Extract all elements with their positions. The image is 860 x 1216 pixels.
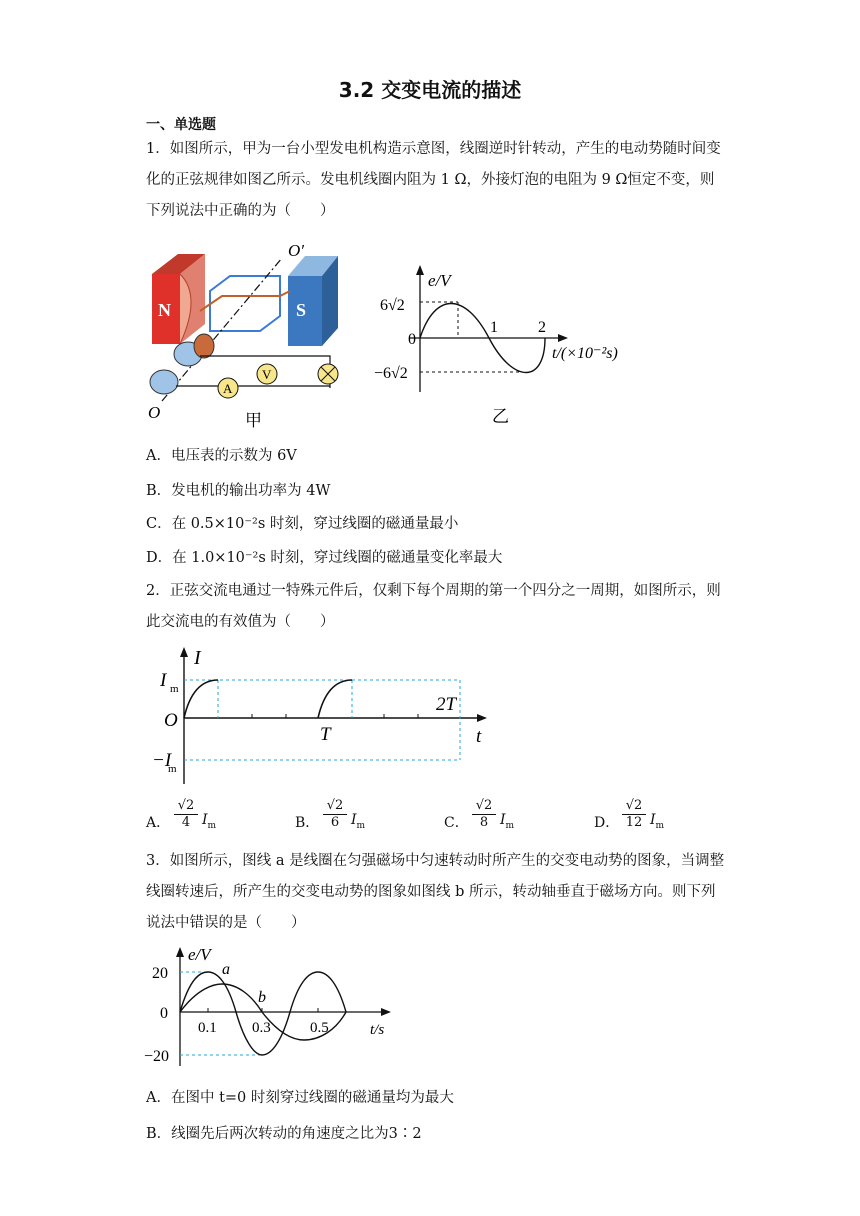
axis-o-label: O (148, 403, 161, 422)
q1-sine-zero: 0 (408, 331, 416, 348)
magnet-n-label: N (158, 300, 171, 320)
voltmeter-label: V (262, 367, 272, 382)
figure-yi-caption: 乙 (492, 407, 509, 426)
page-title: 3.2 交变电流的描述 (338, 78, 522, 102)
ammeter-label: A (223, 381, 233, 396)
q2-2t-label: 2T (436, 694, 457, 715)
q1-option-c: C．在 0.5×10⁻²s 时刻，穿过线圈的磁通量最小 (146, 516, 459, 532)
q2-option-b-label: B． (295, 815, 320, 831)
q3-zero: 0 (160, 1005, 168, 1022)
q3-ylabel: e/V (188, 945, 211, 964)
q3-tick-05: 0.5 (310, 1020, 329, 1036)
q1-sine-top: 6√2 (380, 297, 405, 314)
q2-option-c-label: C． (444, 815, 469, 831)
q2-option-d-den: 12 (625, 815, 643, 830)
axis-o-prime-label: O′ (288, 241, 304, 260)
q2-option-a-sub: m (207, 820, 217, 831)
q2-option-c-den: 8 (479, 815, 489, 830)
q3-tick-01: 0.1 (198, 1020, 217, 1036)
q2-option-a-unit: I (202, 812, 208, 828)
q3-tick-03: 0.3 (252, 1020, 271, 1036)
q2-neg-im-label: −I (152, 750, 172, 771)
q3-xlabel: t/s (370, 1022, 385, 1038)
q3-figure (140, 944, 410, 1069)
q2-neg-im-sub: m (168, 763, 177, 775)
q1-option-a: A．电压表的示数为 6V (146, 448, 297, 464)
q3-bottom: −20 (144, 1048, 170, 1065)
q1-figure-sine (370, 262, 650, 432)
q3-curve-a-label: a (222, 961, 230, 978)
q1-option-d: D．在 1.0×10⁻²s 时刻，穿过线圈的磁通量变化率最大 (146, 550, 503, 566)
q1-sine-tick-1: 1 (490, 319, 498, 336)
q2-stem: 2．正弦交流电通过一特殊元件后，仅剩下每个周期的第一个四分之一周期，如图所示，则此交流电的有效值为（ ） (146, 583, 721, 630)
q2-option-a-den: 4 (181, 815, 191, 830)
q1-stem: 1．如图所示，甲为一台小型发电机构造示意图，线圈逆时针转动，产生的电动势随时间变化的正弦规律如图乙所示。发电机线圈内阻为 1 Ω，外接灯泡的电阻为 9 Ω恒定不变，则下列说法中正确的为（ ） (146, 141, 721, 219)
q2-option-d-sub: m (655, 820, 665, 831)
q2-option-a-label: A． (146, 815, 171, 831)
q2-option-a-num: √2 (174, 798, 198, 815)
q3-top: 20 (152, 965, 168, 982)
q2-im-label: I (160, 670, 167, 691)
q1-sine-ylabel: e/V (428, 271, 451, 290)
q2-option-d-num: √2 (622, 798, 646, 815)
magnet-s-label: S (296, 300, 307, 320)
q2-option-c-num: √2 (472, 798, 496, 815)
q3-option-b: B．线圈先后两次转动的角速度之比为3∶2 (146, 1126, 422, 1142)
q1-sine-tick-2: 2 (538, 319, 546, 336)
q3-stem: 3．如图所示，图线 a 是线圈在匀强磁场中匀速转动时所产生的交变电动势的图象，当调整线圈转速后，所产生的交变电动势的图象如图线 b 所示，转动轴垂直于磁场方向。则下列说法中错误的是（ ） (146, 853, 725, 931)
q2-option-c-unit: I (500, 812, 506, 828)
q3-curve-b-label: b (258, 989, 266, 1006)
q2-option-b-num: √2 (323, 798, 347, 815)
figure-jia-caption: 甲 (245, 411, 262, 430)
section-heading: 一、单选题 (146, 117, 216, 133)
q2-option-b-den: 6 (330, 815, 340, 830)
q1-sine-xlabel: t/(×10⁻²s) (552, 345, 618, 362)
q1-figure-generator (140, 236, 370, 431)
q2-option-d-label: D． (594, 815, 620, 831)
q3-option-a: A．在图中 t=0 时刻穿过线圈的磁通量均为最大 (146, 1090, 454, 1106)
q1-option-b: B．发电机的输出功率为 4W (146, 483, 331, 499)
q2-origin-label: O (164, 710, 178, 731)
q2-figure (140, 644, 500, 794)
q2-option-d-unit: I (650, 812, 656, 828)
q2-im-sub: m (170, 683, 179, 695)
q2-xlabel: t (476, 726, 482, 747)
q2-option-c-sub: m (505, 820, 515, 831)
q2-t-label: T (320, 724, 331, 745)
q2-ylabel: I (194, 647, 201, 669)
q1-sine-bottom: −6√2 (374, 365, 408, 382)
q2-option-b-unit: I (351, 812, 357, 828)
q2-option-b-sub: m (356, 820, 366, 831)
